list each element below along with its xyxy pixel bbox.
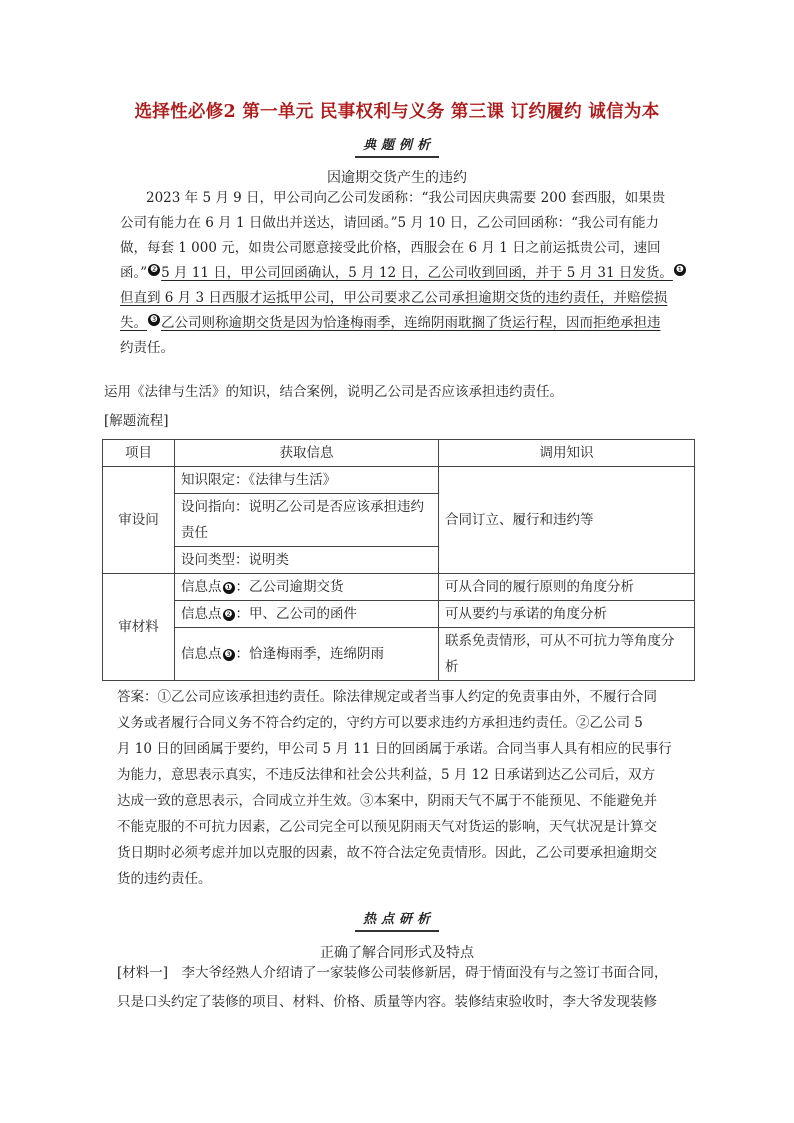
case-line-3: 做，每套 1 000 元，如贵公司愿意接受此价格，西服会在 6 月 1 日之前运抵贵公司，速回 [120, 240, 661, 256]
material-line-2: 只是口头约定了装修的项目、材料、价格、质量等内容。装修结束验收时，李大爷发现装修 [117, 994, 657, 1010]
info-question-direction [175, 494, 439, 547]
case-line-4 [120, 261, 687, 287]
info-point-3 [175, 628, 439, 681]
info-question-type: 设问类型：说明类 [175, 547, 439, 574]
info-point-3-text: ：恰逢梅雨季，连绵阴雨 [235, 646, 384, 662]
marker-2-icon: ❷ [224, 610, 233, 620]
case-line-5: 但直到 6 月 3 日西服才运抵甲公司，甲公司要求乙公司承担逾期交货的违约责任，并赔偿损 [120, 290, 668, 306]
answer-line-5: 达成一致的意思表示，合同成立并生效。③本案中，阴雨天气不属于不能预见、不能避免并 [117, 793, 657, 809]
table-header-row [103, 440, 695, 467]
section-heading-hotspot-text: 热点研析 [355, 908, 439, 932]
info-point-1 [175, 574, 439, 601]
answer-line-7: 货日期时必须考虑并加以克服的因素，故不符合法定免责情形。因此，乙公司要承担逾期交 [117, 845, 657, 861]
knowledge-point-3-l1: 联系免责情形，可从不可抗力等角度分 [445, 633, 675, 649]
table-row [103, 574, 695, 601]
hotspot-subtitle: 正确了解合同形式及特点 [320, 945, 474, 961]
marker-1-icon: ❶ [224, 583, 233, 593]
info-point-2-label: 信息点 [181, 606, 222, 622]
answer-line-4: 为能力，意思表示真实，不违反法律和社会公共利益，5 月 12 日承诺到达乙公司后，双方 [117, 767, 656, 783]
page-title: 选择性必修2 第一单元 民事权利与义务 第三课 订约履约 诚信为本 [134, 102, 660, 122]
material-line-1: [材料一] 李大爷经熟人介绍请了一家装修公司装修新居，碍于情面没有与之签订书面合同， [117, 965, 668, 981]
info-question-direction-l2: 责任 [181, 525, 208, 541]
table-row [103, 467, 695, 494]
case-line-6 [120, 311, 661, 337]
knowledge-point-3 [439, 628, 695, 681]
case-line-4-start: 函。” [120, 265, 148, 281]
knowledge-shenshewen: 合同订立、履行和违约等 [439, 467, 695, 574]
case-line-2: 公司有能力在 6 月 1 日做出并送达，请回函。”5 月 10 日，乙公司回函称：“我公司有能力 [120, 215, 660, 231]
info-question-direction-l1: 设问指向：说明乙公司是否应该承担违约 [181, 499, 424, 515]
info-point-3-label: 信息点 [181, 646, 222, 662]
answer-line-2: 义务或者履行合同义务不符合约定的，守约方可以要求违约方承担违约责任。②乙公司 5 [117, 715, 643, 731]
section-heading-example-text: 典题例析 [355, 134, 439, 158]
section-heading-example [0, 134, 794, 158]
answer-line-1: 答案：①乙公司应该承担违约责任。除法律规定或者当事人约定的免责事由外，不履行合同 [117, 689, 657, 705]
table-row [103, 601, 695, 628]
case-line-1: 2023 年 5 月 9 日，甲公司向乙公司发函称：“我公司因庆典需要 200 套西服，如果贵 [146, 190, 666, 206]
knowledge-point-2: 可从要约与承诺的角度分析 [439, 601, 695, 628]
case-line-7: 约责任。 [120, 340, 174, 356]
marker-3-icon: ❸ [224, 650, 233, 660]
info-point-1-text: ：乙公司逾期交货 [235, 579, 344, 595]
info-point-2 [175, 601, 439, 628]
row-label-shencailiao: 审材料 [103, 574, 175, 681]
info-knowledge-limit: 知识限定：《法律与生活》 [175, 467, 439, 494]
table-header-info: 获取信息 [175, 440, 439, 467]
solution-process-table [102, 439, 695, 681]
knowledge-point-1: 可从合同的履行原则的角度分析 [439, 574, 695, 601]
answer-line-8: 货的违约责任。 [117, 871, 212, 887]
info-point-2-text: ：甲、乙公司的函件 [235, 606, 357, 622]
row-label-shenshewen: 审设问 [103, 467, 175, 574]
marker-1-icon: ❶ [675, 265, 684, 275]
case-subtitle: 因逾期交货产生的违约 [327, 170, 467, 186]
table-row [103, 628, 695, 681]
process-label: [解题流程] [104, 413, 169, 429]
question-text: 运用《法律与生活》的知识，结合案例，说明乙公司是否应该承担违约责任。 [104, 384, 563, 400]
case-line-6-start: 失。 [120, 315, 147, 331]
knowledge-point-3-l2: 析 [445, 659, 459, 675]
case-line-6-underlined: 乙公司则称逾期交货是因为恰逢梅雨季，连绵阴雨耽搁了货运行程，因而拒绝承担违 [161, 315, 661, 331]
info-point-1-label: 信息点 [181, 579, 222, 595]
marker-2-icon: ❷ [150, 265, 159, 275]
section-heading-hotspot [0, 908, 794, 932]
answer-line-3: 月 10 日的回函属于要约，甲公司 5 月 11 日的回函属于承诺。合同当事人具有相应的民事行 [117, 741, 672, 757]
marker-3-icon: ❸ [149, 315, 159, 325]
table-header-item: 项目 [103, 440, 175, 467]
case-line-4-underlined: 5 月 11 日，甲公司回函确认，5 月 12 日，乙公司收到回函，并于 5 月 31 日发货。 [161, 265, 673, 281]
answer-line-6: 不能克服的不可抗力因素，乙公司完全可以预见阴雨天气对货运的影响，天气状况是计算交 [117, 819, 657, 835]
table-header-knowledge: 调用知识 [439, 440, 695, 467]
